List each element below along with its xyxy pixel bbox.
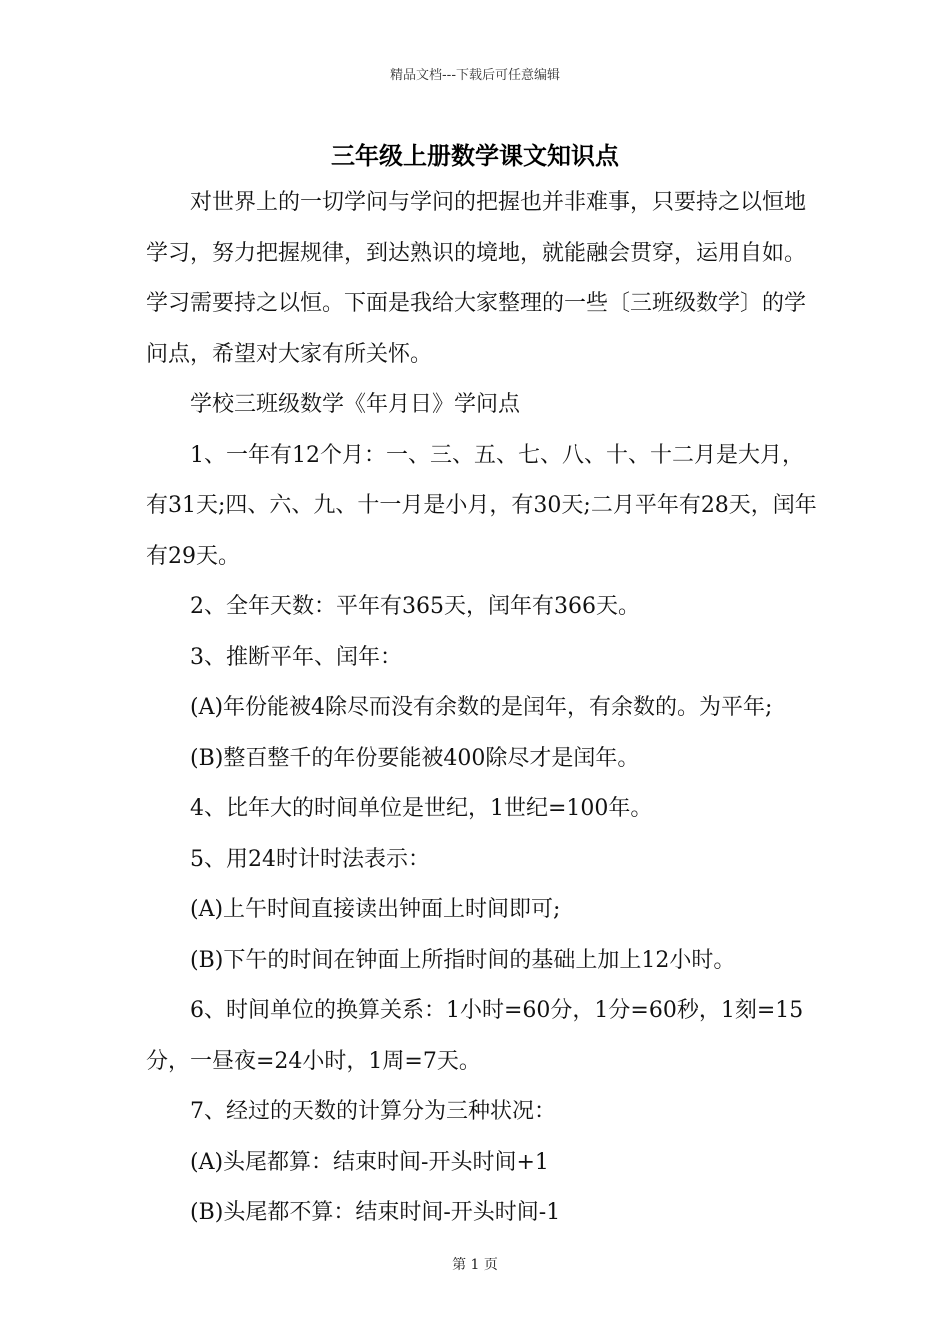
knowledge-point-5b: (B)下午的时间在钟面上所指时间的基础上加上12小时。: [190, 947, 736, 973]
knowledge-point-7a: (A)头尾都算：结束时间-开头时间+1: [190, 1149, 549, 1175]
knowledge-point-3b: (B)整百整千的年份要能被400除尽才是闰年。: [190, 745, 640, 771]
knowledge-point-6: 6、时间单位的换算关系：1小时=60分，1分=60秒，1刻=15分，一昼夜=24小时，1周=7天。: [146, 998, 804, 1074]
knowledge-point-2: 2、全年天数：平年有365天，闰年有366天。: [190, 594, 640, 619]
knowledge-point-3a: (A)年份能被4除尽而没有余数的是闰年，有余数的。为平年;: [190, 695, 773, 720]
knowledge-point-3: 3、推断平年、闰年：: [190, 644, 402, 670]
intro-paragraph: 对世界上的一切学问与学问的把握也并非难事，只要持之以恒地学习，努力把握规律，到达熟识的境地，就能融会贯穿，运用自如。学习需要持之以恒。下面是我给大家整理的一些〔三班级数学〕的学问点，希望对大家有所关怀。: [146, 190, 807, 367]
document-body: [146, 178, 822, 1239]
knowledge-point-7: 7、经过的天数的计算分为三种状况：: [190, 1099, 556, 1124]
document-title: 三年级上册数学课文知识点: [331, 141, 619, 170]
knowledge-point-1: 1、一年有12个月：一、三、五、七、八、十、十二月是大月，有31天;四、六、九、十一月是小月，有30天;二月平年有28天，闰年有29天。: [146, 442, 817, 569]
knowledge-point-5a: (A)上午时间直接读出钟面上时间即可;: [190, 897, 561, 922]
section-heading: 学校三班级数学《年月日》学问点: [190, 392, 521, 417]
knowledge-point-4: 4、比年大的时间单位是世纪，1世纪=100年。: [190, 796, 653, 821]
page-number: 第 1 页: [452, 1257, 498, 1273]
knowledge-point-7b: (B)头尾都不算：结束时间-开头时间-1: [190, 1200, 561, 1225]
knowledge-point-5: 5、用24时计时法表示：: [190, 846, 430, 872]
page-header: 精品文档---下载后可任意编辑: [389, 68, 561, 83]
